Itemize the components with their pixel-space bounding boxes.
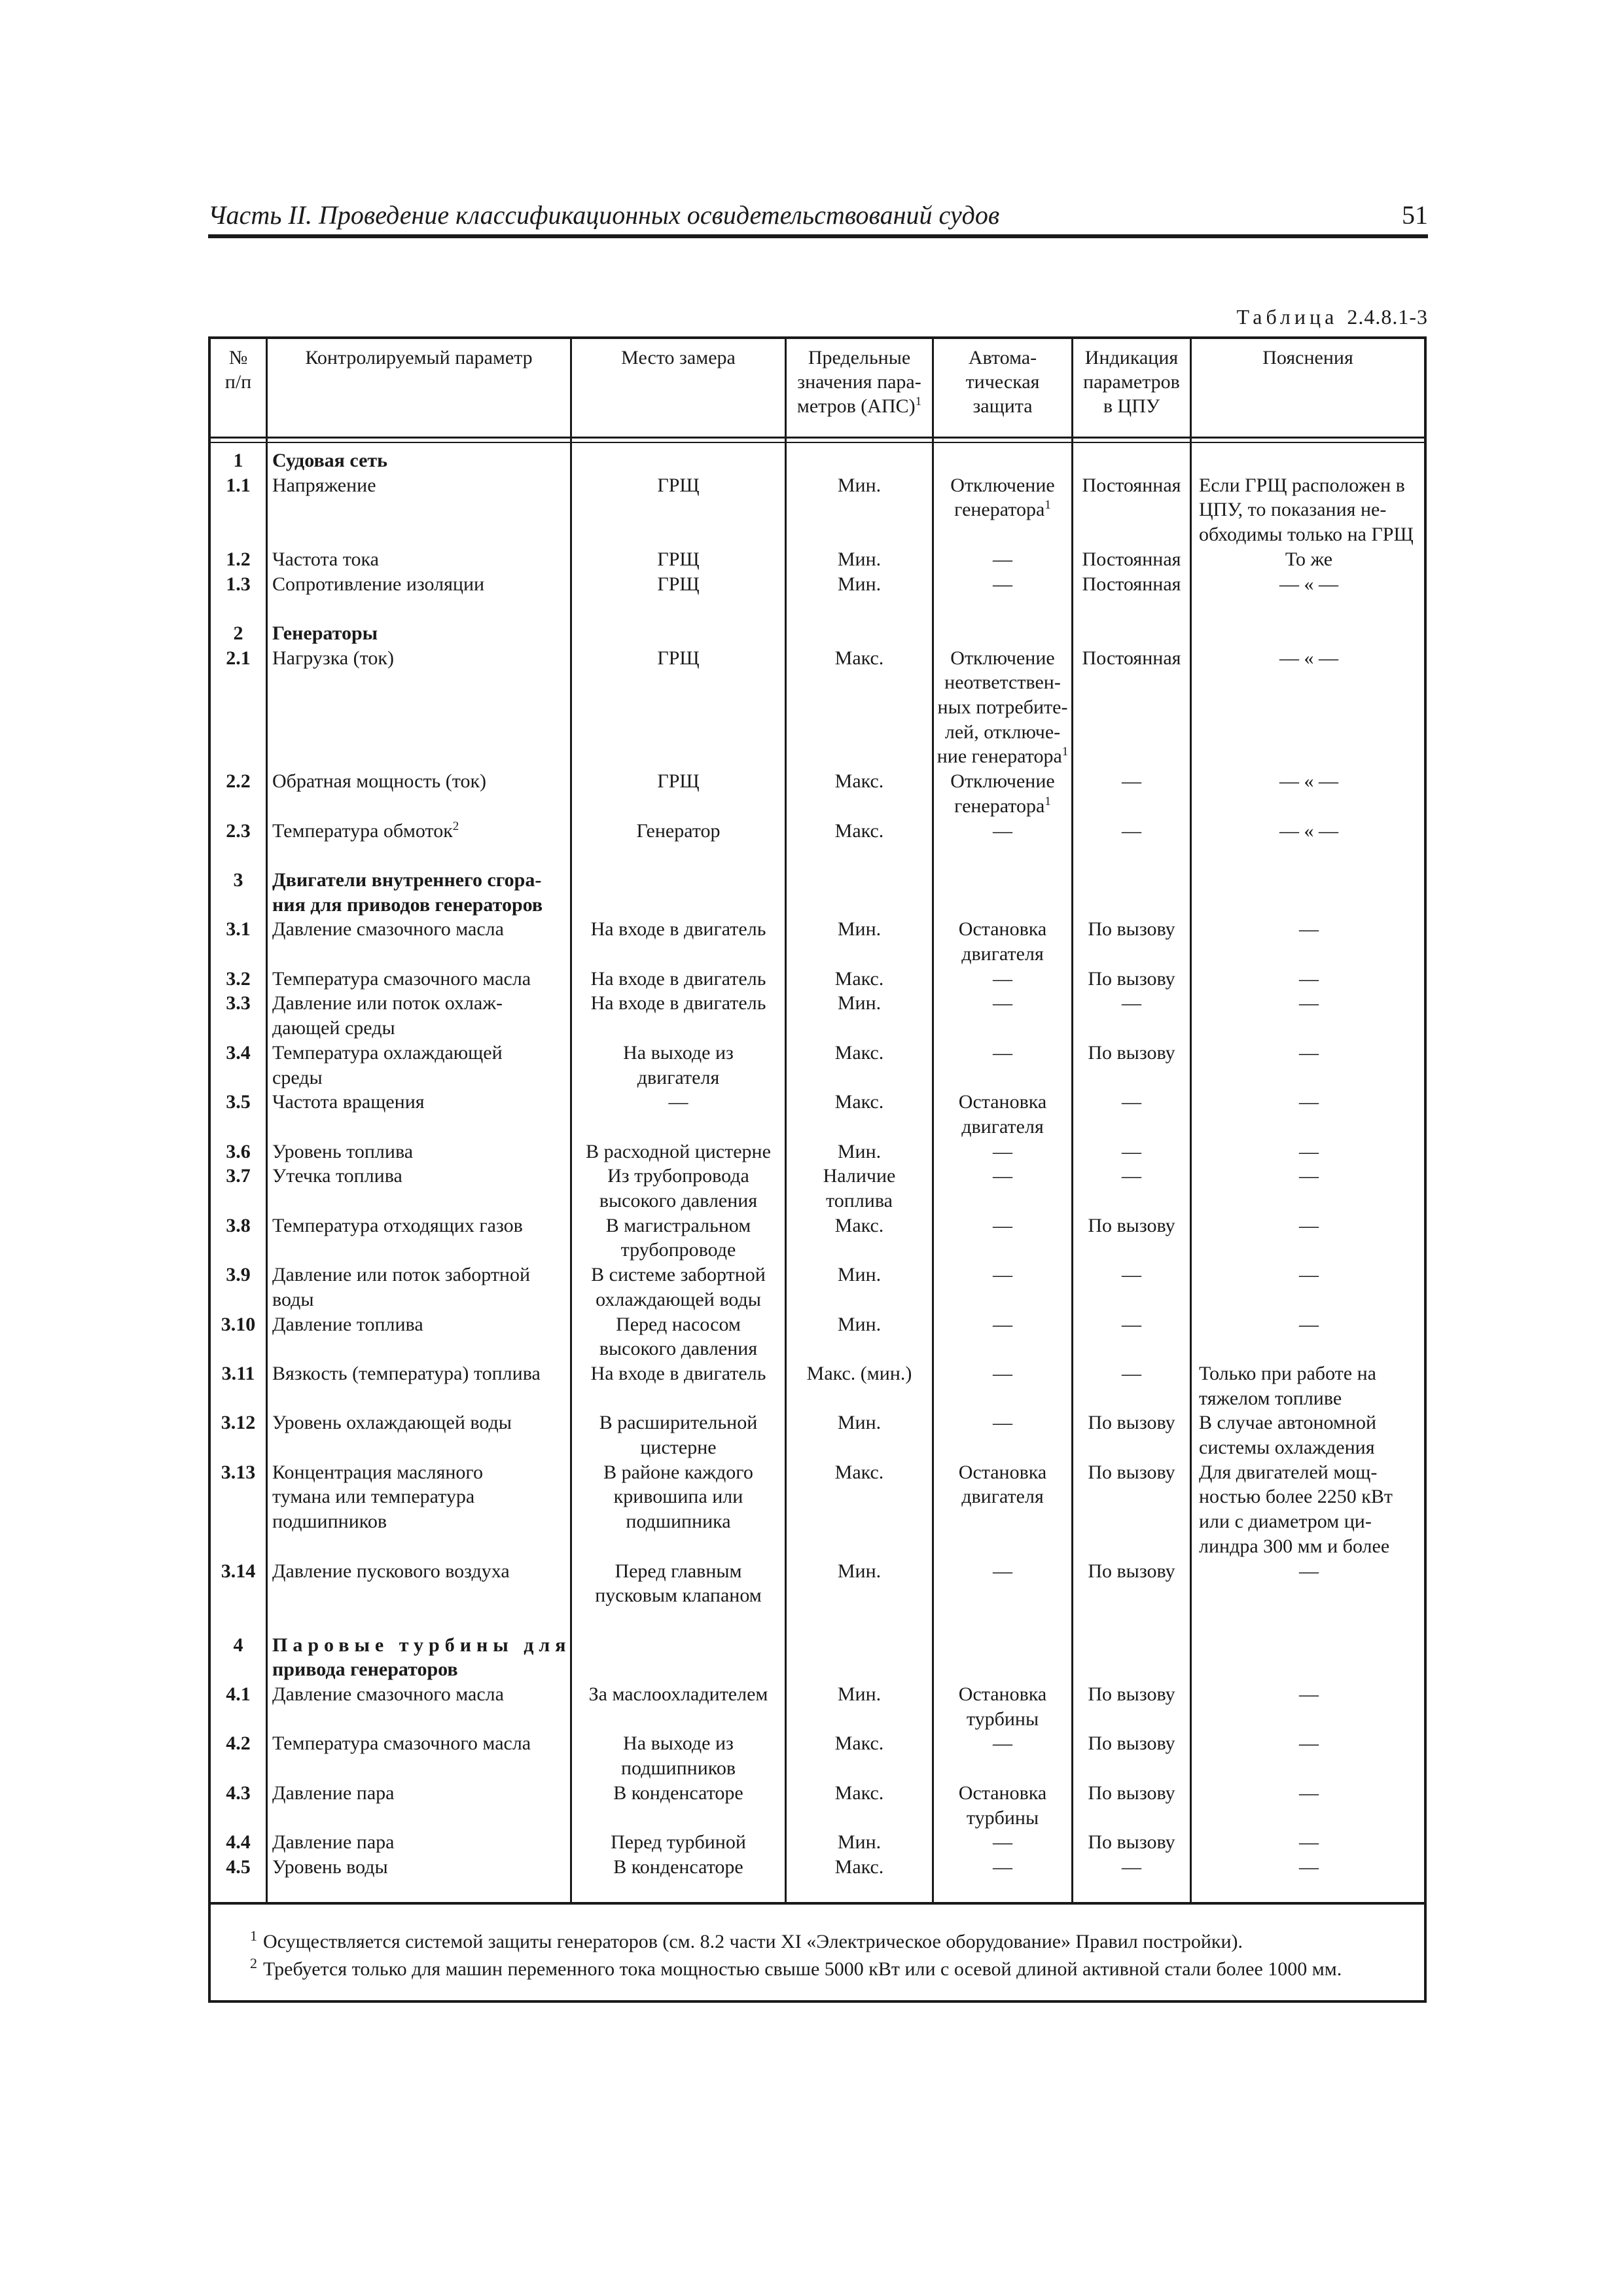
cell-location: За маслоохладителем — [588, 1683, 768, 1705]
cell-number: 4.2 — [226, 1732, 251, 1755]
cell-number: 3.11 — [221, 1362, 255, 1384]
cell-limit: Мин. — [837, 1140, 882, 1162]
table-caption-word: Таблица — [1236, 305, 1338, 329]
cell-protection: — — [993, 548, 1012, 570]
cell-location: В конденсаторе — [613, 1856, 743, 1878]
cell-note: То же — [1285, 548, 1333, 570]
cell-limit: топлива — [826, 1190, 893, 1211]
cell-protection: — — [993, 573, 1012, 595]
cell-indication: По вызову — [1088, 1732, 1175, 1755]
cell-number: 3.9 — [226, 1264, 251, 1286]
cell-number: 3.13 — [221, 1461, 256, 1483]
cell-note: — — [1299, 1831, 1319, 1854]
cell-limit: Мин. — [837, 1683, 882, 1705]
cell-location: В конденсаторе — [613, 1782, 743, 1804]
cell-protection: двигателя — [961, 1486, 1044, 1508]
cell-parameter: тумана или температура — [272, 1486, 475, 1508]
cell-number: 2.3 — [226, 819, 251, 842]
cell-indication: По вызову — [1088, 967, 1175, 990]
cell-parameter: Паровые турбины для — [272, 1634, 571, 1656]
cell-protection: — — [993, 992, 1012, 1014]
cell-indication: Постоянная — [1082, 474, 1181, 496]
cell-limit: Мин. — [837, 918, 882, 941]
col-header-parameter: Контролируемый параметр — [305, 347, 533, 368]
cell-location: кривошипа или — [613, 1486, 743, 1508]
cell-parameter: Давление пара — [272, 1782, 395, 1804]
cell-number: 3.8 — [226, 1214, 251, 1236]
cell-limit: Мин. — [837, 474, 882, 496]
cell-protection: — — [993, 1313, 1012, 1335]
cell-protection: лей, отключе- — [944, 721, 1061, 743]
cell-note: — — [1299, 1264, 1319, 1286]
cell-number: 3 — [233, 869, 243, 891]
cell-note: обходимы только на ГРЩ — [1199, 524, 1414, 546]
header-rule — [211, 442, 1424, 443]
cell-indication: — — [1122, 1856, 1141, 1878]
cell-location: Генератор — [636, 819, 721, 842]
cell-note: — — [1299, 1683, 1319, 1705]
cell-protection: Остановка — [958, 918, 1047, 941]
cell-parameter: Температура смазочного масла — [272, 967, 531, 990]
cell-limit: Макс. — [834, 819, 884, 842]
cell-limit: Макс. — [834, 1856, 884, 1878]
cell-parameter: Уровень воды — [272, 1856, 388, 1878]
cell-number: 4.3 — [226, 1782, 251, 1804]
cell-protection: — — [993, 1412, 1012, 1434]
cell-note: — « — — [1279, 647, 1338, 669]
cell-note: — « — — [1279, 573, 1338, 595]
cell-parameter: среды — [272, 1066, 323, 1088]
cell-number: 1.2 — [226, 548, 251, 570]
cell-parameter: Нагрузка (ток) — [272, 647, 394, 669]
cell-protection: Остановка — [958, 1091, 1047, 1113]
cell-location: В магистральном — [605, 1214, 751, 1236]
cell-protection: турбины — [966, 1806, 1039, 1829]
running-title: Часть II. Проведение классификационных освидетельствований судов — [208, 200, 1000, 230]
cell-parameter: Обратная мощность (ток) — [272, 770, 487, 793]
cell-parameter: Судовая сеть — [272, 450, 387, 471]
cell-protection: — — [993, 1732, 1012, 1755]
cell-indication: — — [1122, 1362, 1141, 1384]
cell-indication: По вызову — [1088, 1782, 1175, 1804]
cell-protection: неответствен- — [944, 672, 1061, 694]
cell-note: — — [1299, 918, 1319, 941]
cell-limit: Макс. — [834, 1782, 884, 1804]
cell-limit: Мин. — [837, 992, 882, 1014]
cell-number: 3.10 — [221, 1313, 256, 1335]
cell-number: 1.3 — [226, 573, 251, 595]
col-header-notes: Пояснения — [1262, 347, 1353, 368]
cell-note: — — [1299, 1041, 1319, 1064]
cell-parameter: Температура обмоток$^2$ — [272, 819, 459, 842]
cell-protection: ние генератора$^1$ — [936, 745, 1069, 768]
cell-protection: двигателя — [961, 1115, 1044, 1138]
cell-parameter: Давление смазочного масла — [272, 1683, 504, 1705]
cell-parameter: воды — [272, 1288, 314, 1310]
cell-limit: Макс. — [834, 967, 884, 990]
cell-parameter: Давление или поток забортной — [272, 1264, 531, 1286]
cell-note: — — [1299, 967, 1319, 990]
cell-limit: Мин. — [837, 573, 882, 595]
cell-indication: — — [1122, 1140, 1141, 1162]
cell-note: линдра 300 мм и более — [1199, 1535, 1390, 1557]
cell-location: На входе в двигатель — [590, 992, 766, 1014]
cell-parameter: подшипников — [272, 1511, 387, 1533]
cell-parameter: Давление топлива — [272, 1313, 423, 1335]
cell-location: В расширительной — [599, 1412, 758, 1434]
cell-limit: Мин. — [837, 1264, 882, 1286]
cell-number: 3.12 — [221, 1412, 256, 1434]
cell-parameter: Утечка топлива — [272, 1165, 402, 1187]
cell-note: Для двигателей мощ- — [1199, 1461, 1378, 1483]
cell-note: — « — — [1279, 819, 1338, 842]
cell-location: В системе забортной — [591, 1264, 766, 1286]
cell-note: — — [1299, 1560, 1319, 1582]
cell-number: 3.6 — [226, 1140, 251, 1162]
cell-location: подшипников — [621, 1757, 736, 1780]
cell-location: высокого давления — [599, 1338, 758, 1360]
cell-limit: Мин. — [837, 548, 882, 570]
cell-location: пусковым клапаном — [595, 1585, 762, 1607]
table-caption-number: 2.4.8.1-3 — [1347, 305, 1428, 329]
cell-protection: — — [993, 1856, 1012, 1878]
cell-protection: — — [993, 1165, 1012, 1187]
data-table — [208, 336, 1427, 2003]
cell-parameter: Вязкость (температура) топлива — [272, 1362, 541, 1384]
cell-note: Если ГРЩ расположен в — [1199, 474, 1405, 496]
cell-note: или с диаметром ци- — [1199, 1511, 1372, 1533]
cell-indication: Постоянная — [1082, 548, 1181, 570]
cell-protection: Остановка — [958, 1683, 1047, 1705]
cell-limit: Макс. — [834, 1732, 884, 1755]
cell-indication: — — [1122, 992, 1141, 1014]
cell-location: — — [668, 1091, 688, 1113]
cell-indication: Постоянная — [1082, 573, 1181, 595]
cell-number: 1 — [233, 450, 243, 471]
cell-limit: Макс. — [834, 647, 884, 669]
cell-note: — « — — [1279, 770, 1338, 793]
cell-number: 4.5 — [226, 1856, 251, 1878]
cell-location: На входе в двигатель — [590, 967, 766, 990]
cell-indication: — — [1122, 1313, 1141, 1335]
cell-parameter: Частота вращения — [272, 1091, 425, 1113]
cell-location: ГРЩ — [657, 474, 700, 496]
cell-indication: По вызову — [1088, 1041, 1175, 1064]
col-header-number: № п/п — [224, 347, 252, 393]
cell-number: 2.1 — [226, 647, 251, 669]
page-header — [208, 202, 1428, 238]
cell-indication: — — [1122, 770, 1141, 793]
cell-note: — — [1299, 1782, 1319, 1804]
cell-parameter: Давление пускового воздуха — [272, 1560, 510, 1582]
footnote-1: 1 Осуществляется системой защиты генераторов (см. 8.2 части XI «Электрическое оборудование» Правил постройки). — [250, 1928, 1243, 1952]
cell-note: тяжелом топливе — [1199, 1387, 1342, 1409]
cell-location: ГРЩ — [657, 647, 700, 669]
cell-number: 4 — [233, 1634, 243, 1656]
cell-location: Перед насосом — [616, 1313, 741, 1335]
cell-parameter: Концентрация масляного — [272, 1461, 483, 1483]
header-rule — [211, 437, 1424, 439]
cell-location: ГРЩ — [657, 573, 700, 595]
cell-protection: Отключение — [950, 474, 1055, 496]
cell-location: ГРЩ — [657, 548, 700, 570]
cell-limit: Мин. — [837, 1313, 882, 1335]
cell-number: 1.1 — [226, 474, 251, 496]
cell-location: ГРЩ — [657, 770, 700, 793]
col-header-protection: Автома- тическая защита — [965, 347, 1040, 417]
cell-location: На выходе из — [623, 1732, 734, 1755]
cell-number: 2.2 — [226, 770, 251, 793]
cell-limit: Макс. (мин.) — [806, 1362, 912, 1384]
cell-indication: Постоянная — [1082, 647, 1181, 669]
cell-location: В районе каждого — [603, 1461, 753, 1483]
cell-protection: — — [993, 1214, 1012, 1236]
cell-protection: Остановка — [958, 1782, 1047, 1804]
cell-protection: — — [993, 967, 1012, 990]
cell-protection: — — [993, 1264, 1012, 1286]
cell-location: охлаждающей воды — [596, 1288, 761, 1310]
cell-number: 2 — [233, 622, 243, 644]
cell-protection: — — [993, 1560, 1012, 1582]
cell-note: — — [1299, 1313, 1319, 1335]
cell-protection: — — [993, 1041, 1012, 1064]
cell-parameter: привода генераторов — [272, 1659, 458, 1681]
cell-indication: По вызову — [1088, 1831, 1175, 1854]
cell-protection: Отключение — [950, 770, 1055, 793]
cell-note: — — [1299, 1091, 1319, 1113]
cell-parameter: Температура охлаждающей — [272, 1041, 503, 1064]
cell-parameter: ния для приводов генераторов — [272, 893, 543, 916]
cell-note: — — [1299, 1214, 1319, 1236]
cell-parameter: Двигатели внутреннего сгора- — [272, 869, 542, 891]
cell-note: В случае автономной — [1199, 1412, 1377, 1434]
col-header-limits: Предельные значения пара- метров (АПС)$^1$ — [796, 347, 922, 417]
cell-protection: двигателя — [961, 943, 1044, 965]
cell-protection: — — [993, 1140, 1012, 1162]
cell-location: трубопроводе — [620, 1239, 736, 1261]
cell-note: — — [1299, 992, 1319, 1014]
cell-note: ЦПУ, то показания не- — [1199, 499, 1387, 521]
page-number: 51 — [1402, 200, 1428, 230]
col-header-location: Место замера — [621, 347, 736, 368]
cell-location: В расходной цистерне — [586, 1140, 771, 1162]
cell-number: 3.4 — [226, 1041, 251, 1064]
cell-parameter: Температура отходящих газов — [272, 1214, 523, 1236]
cell-parameter: Температура смазочного масла — [272, 1732, 531, 1755]
cell-parameter: Напряжение — [272, 474, 376, 496]
cell-number: 3.7 — [226, 1165, 251, 1187]
cell-location: Перед турбиной — [611, 1831, 746, 1854]
cell-location: двигателя — [637, 1066, 720, 1088]
cell-indication: По вызову — [1088, 1461, 1175, 1483]
cell-note: Только при работе на — [1199, 1362, 1376, 1384]
cell-indication: По вызову — [1088, 1683, 1175, 1705]
cell-note: — — [1299, 1732, 1319, 1755]
cell-parameter: Частота тока — [272, 548, 379, 570]
cell-note: ностью более 2250 кВт — [1199, 1486, 1393, 1508]
cell-parameter: Давление пара — [272, 1831, 395, 1854]
cell-limit: Макс. — [834, 1091, 884, 1113]
column-divider — [266, 339, 268, 1902]
cell-limit: Мин. — [837, 1560, 882, 1582]
cell-protection: — — [993, 1362, 1012, 1384]
cell-indication: По вызову — [1088, 1560, 1175, 1582]
cell-location: высокого давления — [599, 1190, 758, 1211]
cell-protection: ных потребите- — [937, 696, 1068, 718]
table-caption — [1236, 305, 1428, 329]
cell-protection: генератора$^1$ — [954, 498, 1051, 521]
cell-indication: По вызову — [1088, 1412, 1175, 1434]
cell-parameter: Уровень охлаждающей воды — [272, 1412, 512, 1434]
cell-number: 4.1 — [226, 1683, 251, 1705]
cell-number: 3.14 — [221, 1560, 256, 1582]
cell-number: 4.4 — [226, 1831, 251, 1854]
cell-indication: — — [1122, 1091, 1141, 1113]
cell-location: На выходе из — [623, 1041, 734, 1064]
cell-limit: Макс. — [834, 1041, 884, 1064]
footnote-rule — [211, 1902, 1424, 1905]
cell-number: 3.5 — [226, 1091, 251, 1113]
cell-parameter: Сопротивление изоляции — [272, 573, 485, 595]
cell-note: — — [1299, 1140, 1319, 1162]
cell-indication: — — [1122, 1264, 1141, 1286]
cell-limit: Наличие — [823, 1165, 896, 1187]
cell-number: 3.1 — [226, 918, 251, 941]
cell-location: цистерне — [640, 1437, 717, 1458]
cell-protection: турбины — [966, 1708, 1039, 1730]
col-header-indication: Индикация параметров в ЦПУ — [1083, 347, 1180, 417]
cell-number: 3.2 — [226, 967, 251, 990]
cell-number: 3.3 — [226, 992, 251, 1014]
cell-note: системы охлаждения — [1199, 1437, 1375, 1458]
cell-limit: Макс. — [834, 1214, 884, 1236]
cell-parameter: Давление смазочного масла — [272, 918, 504, 941]
cell-indication: — — [1122, 819, 1141, 842]
cell-location: Перед главным — [615, 1560, 742, 1582]
footnote-2: 2 Требуется только для машин переменного тока мощностью свыше 5000 кВт или с осевой длиной активной стали более 1000 мм. — [250, 1955, 1342, 1980]
cell-limit: Макс. — [834, 770, 884, 793]
cell-limit: Мин. — [837, 1412, 882, 1434]
cell-indication: По вызову — [1088, 1214, 1175, 1236]
cell-limit: Мин. — [837, 1831, 882, 1854]
cell-location: подшипника — [626, 1511, 731, 1533]
cell-protection: — — [993, 1831, 1012, 1854]
cell-parameter: дающей среды — [272, 1017, 395, 1039]
cell-protection: Отключение — [950, 647, 1055, 669]
cell-location: На входе в двигатель — [590, 1362, 766, 1384]
cell-parameter: Давление или поток охлаж- — [272, 992, 503, 1014]
cell-location: Из трубопровода — [607, 1165, 749, 1187]
cell-protection: генератора$^1$ — [954, 794, 1051, 817]
cell-note: — — [1299, 1165, 1319, 1187]
cell-note: — — [1299, 1856, 1319, 1878]
cell-parameter: Уровень топлива — [272, 1140, 414, 1162]
cell-protection: Остановка — [958, 1461, 1047, 1483]
cell-indication: — — [1122, 1165, 1141, 1187]
cell-limit: Макс. — [834, 1461, 884, 1483]
cell-parameter: Генераторы — [272, 622, 378, 644]
column-divider — [1190, 339, 1192, 1902]
cell-indication: По вызову — [1088, 918, 1175, 941]
cell-location: На входе в двигатель — [590, 918, 766, 941]
cell-protection: — — [993, 819, 1012, 842]
